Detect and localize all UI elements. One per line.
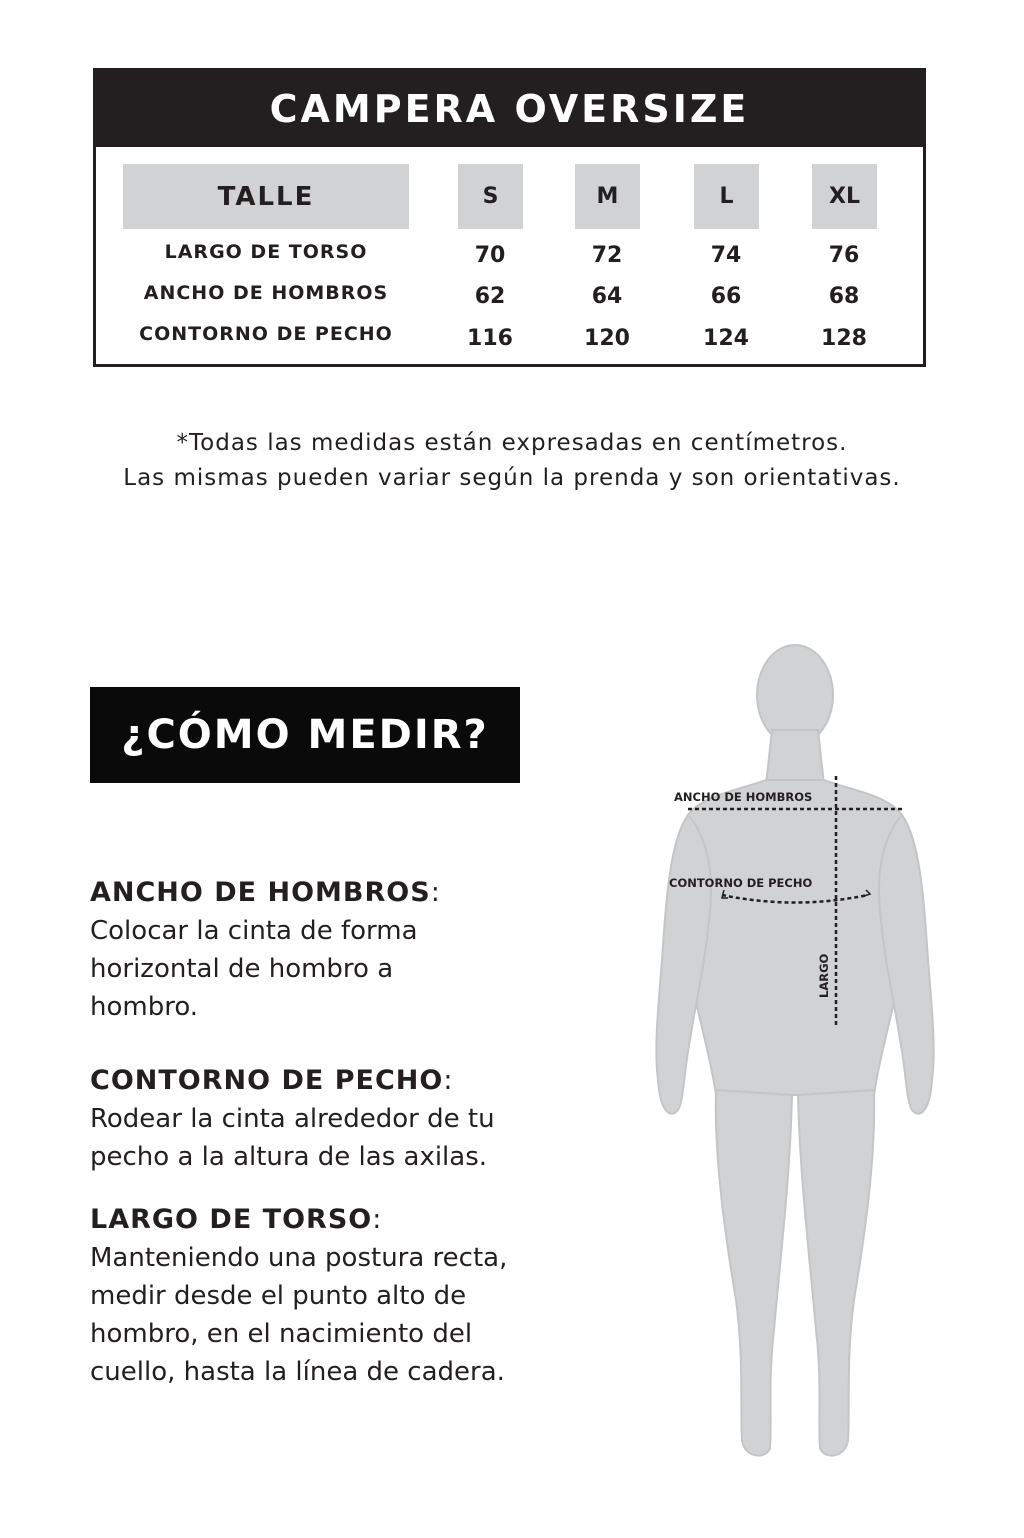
table-cell: 68 bbox=[828, 284, 860, 309]
talle-header: TALLE bbox=[123, 164, 409, 229]
section-text: Colocar la cinta de forma horizontal de hombro a hombro. bbox=[90, 916, 418, 1022]
heading-text: ANCHO DE HOMBROS bbox=[90, 877, 431, 908]
row-label-largo-torso: LARGO DE TORSO bbox=[164, 241, 368, 263]
size-table bbox=[93, 68, 926, 367]
section-heading bbox=[90, 1201, 560, 1239]
table-cell: 76 bbox=[828, 243, 860, 268]
table-cell: 120 bbox=[584, 326, 630, 351]
table-cell: 124 bbox=[703, 326, 749, 351]
label-largo: LARGO bbox=[817, 953, 831, 998]
section-ancho-hombros bbox=[90, 874, 560, 1026]
table-cell: 64 bbox=[591, 284, 623, 309]
how-to-measure-title: ¿CÓMO MEDIR? bbox=[90, 687, 520, 783]
heading-text: LARGO DE TORSO bbox=[90, 1204, 373, 1235]
body-silhouette-svg bbox=[640, 640, 950, 1470]
table-cell: 66 bbox=[710, 284, 742, 309]
note-line-1: *Todas las medidas están expresadas en centímetros. bbox=[176, 430, 848, 456]
label-contorno-pecho: CONTORNO DE PECHO bbox=[669, 876, 813, 890]
row-label-contorno-pecho: CONTORNO DE PECHO bbox=[139, 323, 393, 345]
size-header-m: M bbox=[575, 164, 640, 229]
heading-colon: : bbox=[443, 1065, 454, 1096]
body-figure bbox=[640, 640, 950, 1470]
table-cell: 128 bbox=[821, 326, 867, 351]
note-line-2: Las mismas pueden variar según la prenda y son orientativas. bbox=[123, 465, 901, 491]
row-label-ancho-hombros: ANCHO DE HOMBROS bbox=[143, 282, 389, 304]
heading-text: CONTORNO DE PECHO bbox=[90, 1065, 444, 1096]
table-cell: 74 bbox=[710, 243, 742, 268]
label-ancho-hombros: ANCHO DE HOMBROS bbox=[674, 790, 813, 804]
heading-colon: : bbox=[430, 877, 441, 908]
size-header-xl: XL bbox=[812, 164, 877, 229]
section-text: Rodear la cinta alrededor de tu pecho a la altura de las axilas. bbox=[90, 1104, 495, 1172]
table-cell: 62 bbox=[474, 284, 506, 309]
heading-colon: : bbox=[372, 1204, 383, 1235]
table-cell: 116 bbox=[467, 326, 513, 351]
table-cell: 72 bbox=[591, 243, 623, 268]
measurement-note bbox=[0, 426, 1024, 496]
body-silhouette bbox=[656, 645, 933, 1456]
size-header-l: L bbox=[694, 164, 759, 229]
section-heading bbox=[90, 1062, 560, 1100]
size-header-s: S bbox=[458, 164, 523, 229]
section-heading bbox=[90, 874, 560, 912]
section-text: Manteniendo una postura recta, medir desde el punto alto de hombro, en el nacimiento del cuello, hasta la línea de cadera. bbox=[90, 1243, 508, 1387]
section-largo-torso bbox=[90, 1201, 560, 1391]
section-contorno-pecho bbox=[90, 1062, 560, 1176]
table-title: CAMPERA OVERSIZE bbox=[96, 71, 923, 147]
table-cell: 70 bbox=[474, 243, 506, 268]
